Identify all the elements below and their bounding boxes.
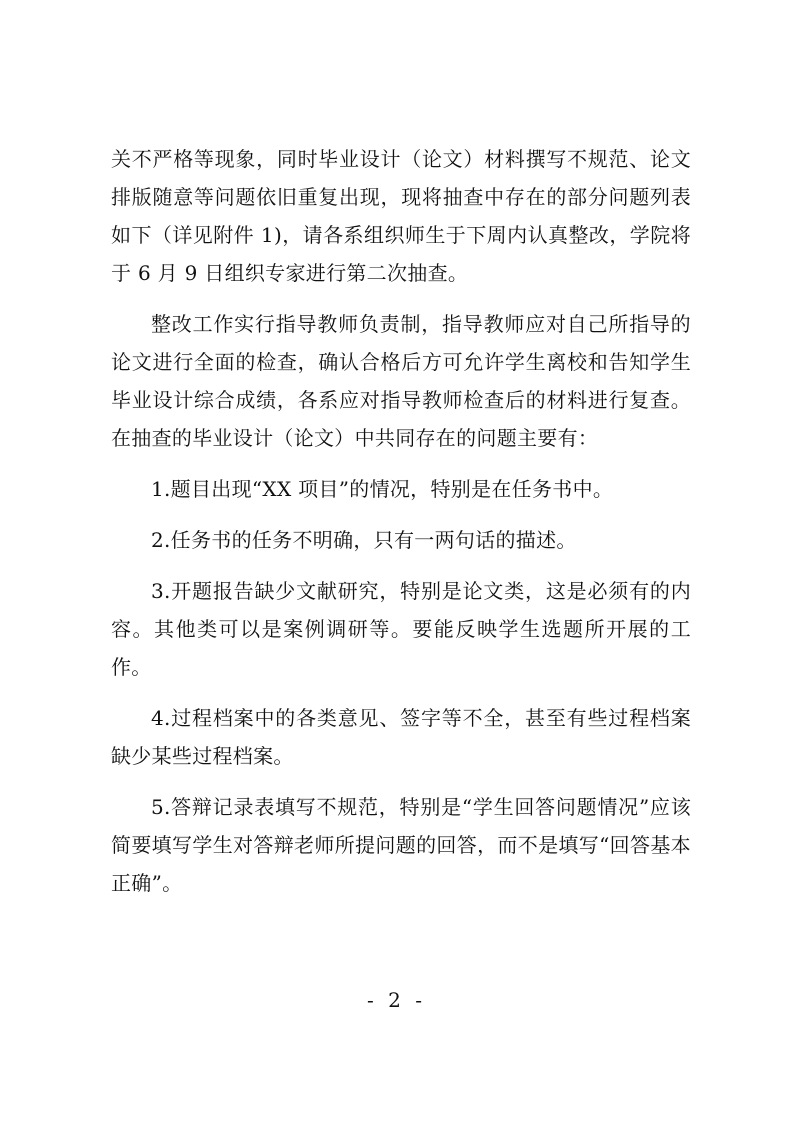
list-item-4: 4.过程档案中的各类意见、签字等不全，甚至有些过程档案缺少某些过程档案。 <box>111 706 691 768</box>
list-item-5: 5.答辩记录表填写不规范，特别是“学生回答问题情况”应该简要填写学生对答辩老师所提问题的回答，而不是填写“回答基本正确”。 <box>111 795 691 895</box>
paragraph-continued: 关不严格等现象，同时毕业设计（论文）材料撰写不规范、论文排版随意等问题依旧重复出现，现将抽查中存在的部分问题列表如下（详见附件 1)，请各系组织师生于下周内认真整改，学院将于 6 月 9 日组织专家进行第二次抽查。 <box>111 147 691 285</box>
page-number: - 2 - <box>367 988 426 1012</box>
list-item-3: 3.开题报告缺少文献研究，特别是论文类，这是必须有的内容。其他类可以是案例调研等。要能反映学生选题所开展的工作。 <box>111 579 691 679</box>
list-item-2: 2.任务书的任务不明确，只有一两句话的描述。 <box>151 528 577 552</box>
document-body <box>111 140 691 915</box>
paragraph-rectification: 整改工作实行指导教师负责制，指导教师应对自己所指导的论文进行全面的检查，确认合格后方可允许学生离校和告知学生毕业设计综合成绩，各系应对指导教师检查后的材料进行复查。在抽查的毕业设计（论文）中共同存在的问题主要有： <box>111 312 691 450</box>
list-item-1: 1.题目出现“XX 项目”的情况，特别是在任务书中。 <box>151 477 614 501</box>
